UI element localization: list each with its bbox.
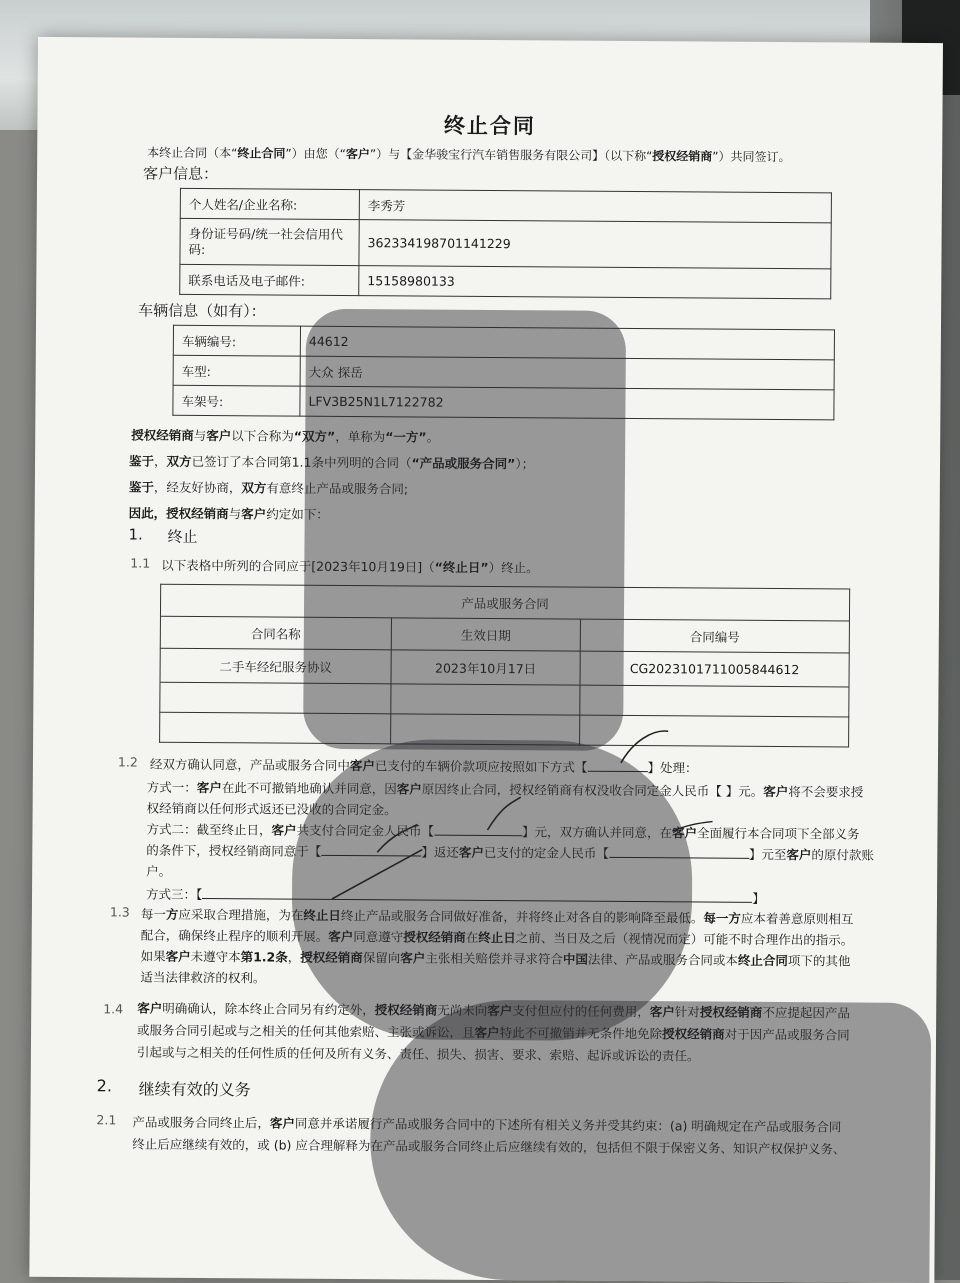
text-part: 应本着善意原则相互 [740, 910, 854, 927]
text-part: 已支付的定金人民币【 [483, 844, 609, 861]
clause-1-4-line-3: 引起或与之相关的任何性质的任何及所有义务、责任、损失、损害、要求、索赔、起诉或诉讼的责任。 [136, 1044, 700, 1064]
customer-heading: 客户信息： [142, 164, 219, 184]
text-part: 针对 [674, 1004, 700, 1020]
bold-term: 客户 [241, 506, 267, 522]
text-part: ）终止。 [488, 560, 539, 576]
text-part: 全面履行本合同项下全部义务 [696, 825, 860, 842]
text-part: 不应提起因产品 [762, 1004, 850, 1021]
bold-term: 授权经销商 [662, 1026, 725, 1042]
bold-term: 授权经销商 [131, 427, 194, 443]
intro-part: ”）由您（“ [285, 146, 346, 161]
text-part: 约定如下： [266, 506, 329, 522]
intro-part: ”）共同签订。 [712, 149, 791, 165]
document-page [29, 37, 943, 1283]
customer-id: 362334198701141229 [359, 220, 831, 269]
bold-term: 方 [165, 906, 179, 922]
section-1-number: 1. [128, 525, 143, 544]
customer-name: 李秀芳 [359, 190, 831, 223]
text-part: 未遵守本 [190, 948, 241, 965]
row-label: 身份证号码/统一社会信用代码: [180, 218, 359, 265]
bold-term: 客户 [786, 847, 812, 863]
text-part: 与 [228, 506, 242, 522]
row-label: 车型: [173, 355, 300, 386]
section-2-title: 继续有效的义务 [138, 1079, 251, 1100]
bold-term: 客户 [165, 948, 191, 964]
text-part: 】返还 [421, 844, 459, 860]
section-2-number: 2. [96, 1076, 113, 1096]
bold-term: 因此，授权经销商 [128, 505, 229, 522]
bold-term: 双方 [241, 480, 267, 496]
text-part: 的条件下，授权经销商同意于【 [146, 842, 322, 859]
bold-term: 授权经销商 [403, 929, 466, 945]
clause-1-3-line-4: 适当法律救济的权利。 [140, 969, 266, 986]
text-part: ， [287, 949, 301, 965]
contracts-caption: 产品或服务合同 [160, 584, 849, 621]
bold-term: 客户 [396, 781, 422, 797]
text-part: ）； [515, 456, 535, 472]
bold-term: 第1.2条 [240, 949, 288, 965]
text-part: 以下合称为 [231, 428, 294, 444]
text-part: 在 [465, 929, 479, 945]
bold-term: 授权经销商 [300, 949, 363, 966]
intro-part: 本终止合同（本“ [147, 145, 238, 161]
bold-term: 客户 [400, 950, 426, 966]
text-part: 如果 [140, 948, 166, 964]
bold-term: 客户 [763, 783, 789, 800]
clause-1-3-number: 1.3 [109, 904, 130, 920]
text-part: 特此不可撤销并无条件地免除 [499, 1025, 663, 1042]
column-header: 合同编号 [580, 619, 849, 653]
text-part: 同意遵守 [353, 929, 404, 945]
contract-name: 二手车经纪服务协议 [160, 648, 391, 684]
bold-term: 客户 [487, 1003, 513, 1019]
bold-term: 终止日 [478, 929, 516, 946]
text-part: 以下表格中所列的合同应于[2023年10月19日]（ [161, 557, 435, 575]
text-part: 每一 [140, 906, 166, 922]
text-part: 主张相关赔偿并寻求符合 [425, 950, 563, 967]
bold-term: “终止日” [434, 559, 489, 575]
text-part: 同意并承诺履行产品或服务合同中的下述所有相关义务并受其约束：(a) 明确规定在产品或服务合同 [294, 1115, 842, 1135]
method-2-line-3: 户。 [146, 863, 172, 879]
text-part: 】处理： [647, 760, 698, 776]
bold-term: “一方” [385, 429, 427, 445]
row-label: 联系电话及电子邮件: [180, 264, 359, 295]
row-label: 车辆编号: [173, 325, 300, 356]
bold-term: “双方” [293, 428, 336, 444]
pen-stroke [487, 797, 520, 830]
pen-marks [29, 37, 943, 1283]
bold-term: 终止合同 [737, 952, 788, 969]
text-part: 已签订了本合同第1.1条中列明的合同（ [191, 453, 412, 471]
bold-term: 授权经销商 [699, 1004, 763, 1020]
text-part: 法律、产品或服务合同或本 [587, 951, 738, 968]
clause-1-2-number: 1.2 [117, 754, 138, 770]
bold-term: 中国 [562, 951, 588, 967]
column-header: 合同名称 [160, 616, 391, 650]
pen-stroke [377, 824, 417, 852]
text-part: ，单称为 [335, 428, 386, 445]
bold-term: 鉴于 [128, 453, 155, 469]
document-title: 终止合同 [443, 113, 536, 139]
text-part: 方式二：截至终止日， [146, 821, 272, 838]
contract-date: 2023年10月17日 [391, 650, 580, 685]
text-part: 明确确认，除本终止合同另有约定外， [162, 1000, 375, 1018]
text-part: 将不会要求授 [788, 784, 864, 800]
method-1-line-2: 权经销商以任何形式返还已没收的合同定金。 [146, 800, 397, 818]
text-part: 产品或服务合同终止后， [132, 1114, 271, 1131]
text-part: 与 [193, 427, 207, 444]
column-header: 生效日期 [391, 618, 580, 651]
bold-term: 客户 [196, 779, 222, 796]
vehicle-vin: LFV3B25N1L7122782 [300, 386, 834, 420]
bold-term: 客户 [328, 928, 354, 945]
text-part: 】元，双方确认并同意，在 [521, 824, 673, 841]
bold-term: 客户 [137, 1000, 163, 1016]
bold-term: 客户 [474, 1024, 500, 1041]
bold-term: 每一方 [703, 910, 742, 926]
bold-term: 客户 [649, 1004, 675, 1020]
text-part: 方式三：【 [145, 886, 203, 903]
bold-term: 终止日 [303, 907, 341, 923]
intro-bold: 终止合同 [237, 146, 286, 161]
row-label: 个人姓名/企业名称: [180, 188, 359, 219]
text-part: 无尚未向 [437, 1002, 488, 1019]
bold-term: 客户 [671, 825, 698, 841]
text-part: 在此不可撤销地确认并同意，因 [221, 780, 397, 797]
text-part: 原因终止合同，授权经销商有权没收合同定金人民币【 】元。 [421, 781, 764, 799]
text-part: ， [154, 453, 167, 469]
bold-term: “产品或服务合同” [411, 455, 516, 472]
clause-2-1-line-2: 终止后应继续有效的，或 (b) 应合理解释为在产品或服务合同终止后应继续有效的，包括但不限于保密义务、知识产权保护义务、 [132, 1136, 846, 1157]
pen-stroke [332, 849, 422, 900]
customer-phone: 15158980133 [359, 266, 831, 299]
row-label: 车架号: [173, 385, 300, 416]
bold-term: 鉴于 [128, 479, 154, 495]
clause-1-1-number: 1.1 [130, 555, 151, 571]
bold-term: 客户 [206, 428, 232, 444]
text-part: 已支付的车辆价款项应按照如下方式【 [374, 758, 588, 775]
text-part: 应采取合理措施，为在 [178, 906, 304, 923]
clause-2-1-number: 2.1 [96, 1112, 117, 1128]
text-part: ，经友好协商， [153, 479, 242, 496]
text-part: 共支付合同定金人民币【 [296, 822, 435, 839]
text-part: 】元至 [748, 846, 787, 863]
bold-term: 双方 [166, 453, 192, 469]
text-part: 支付但应付的任何费用， [512, 1003, 650, 1020]
bold-term: 客户 [271, 822, 297, 838]
pen-stroke [621, 731, 668, 764]
pen-stroke [672, 821, 712, 831]
vehicle-model: 大众 探岳 [300, 356, 834, 390]
text-part: 有意终止产品或服务合同; [266, 480, 409, 497]
contract-number: CG2023101711005844612 [580, 651, 849, 687]
text-part: 的原付款账 [811, 847, 874, 863]
bold-term: 授权经销商 [374, 1002, 438, 1018]
vehicle-number: 44612 [300, 326, 834, 360]
text-part: 对于因产品或服务合同 [724, 1026, 850, 1043]
text-part: 方式一： [146, 779, 197, 795]
text-part: 经双方确认同意，产品或服务合同中 [149, 756, 350, 774]
bold-term: 客户 [458, 844, 484, 860]
intro-bold: 客户 [345, 146, 370, 162]
text-part: 。 [426, 429, 440, 445]
section-1-title: 终止 [167, 527, 198, 546]
text-part: 保留向 [362, 950, 401, 966]
text-part: 配合，确保终止程序的顺利开展。 [140, 927, 329, 944]
vehicle-heading: 车辆信息（如有）： [138, 301, 266, 321]
intro-bold: 授权经销商 [652, 149, 713, 164]
bold-term: 客户 [349, 758, 376, 774]
text-part: 之前、当日及之后（视情况而定）可能不时合理作出的指示。 [515, 930, 854, 948]
bold-term: 客户 [269, 1115, 296, 1131]
text-part: 或服务合同引起或与之相关的任何其他索赔、主张或诉讼，且 [137, 1022, 475, 1040]
text-part: 终止产品或服务合同做好准备，并将终止对各自的影响降至最低。 [340, 907, 704, 926]
text-part: 】 [752, 890, 765, 906]
clause-1-4-number: 1.4 [103, 1001, 124, 1017]
intro-part: ”）与【金华骏宝行汽车销售服务有限公司】（以下称“ [369, 147, 653, 164]
text-part: 项下的其他 [787, 953, 851, 969]
